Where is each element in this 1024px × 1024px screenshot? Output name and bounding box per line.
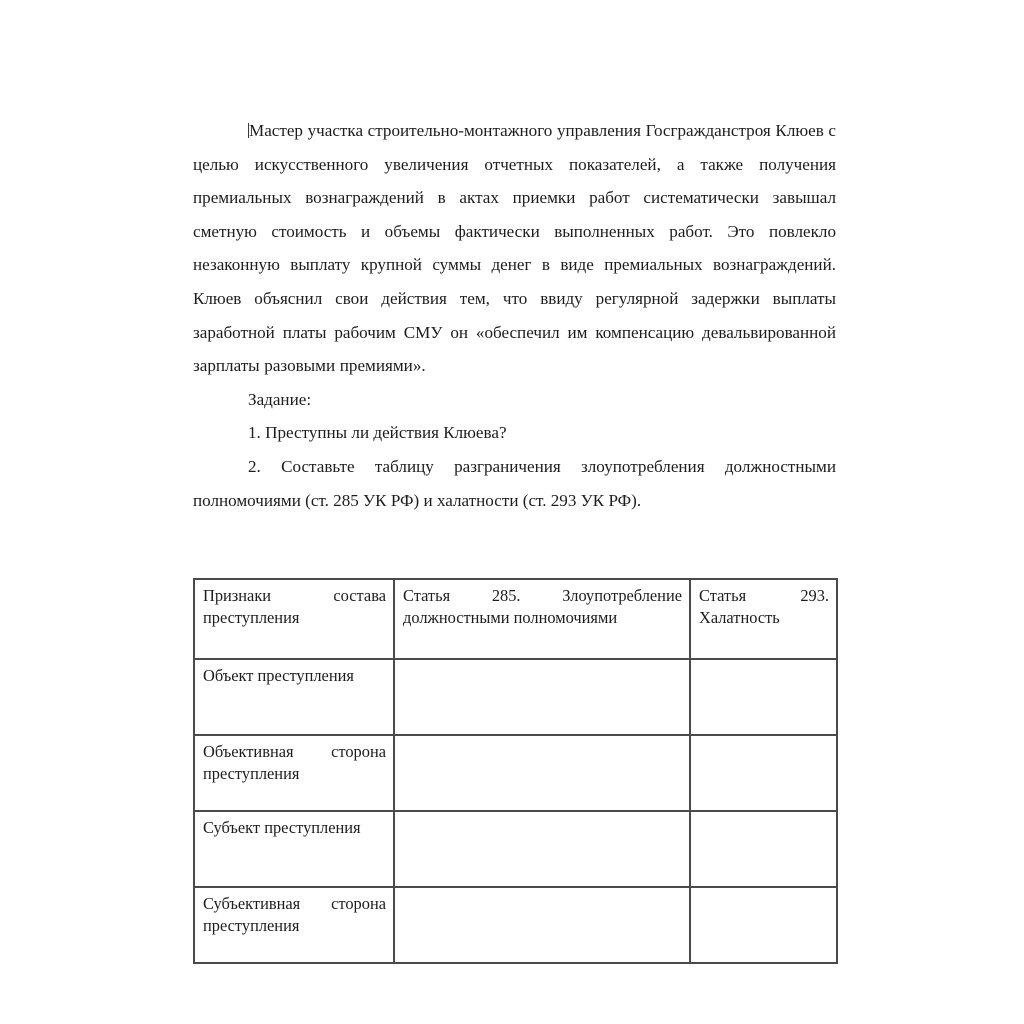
table-cell-article-293[interactable]	[690, 735, 837, 811]
table-row	[194, 811, 837, 887]
table-header-article-285: Статья 285. Злоупотребление должностными полномочиями	[394, 579, 690, 659]
assignment-question-1: 1. Преступны ли действия Клюева?	[248, 423, 507, 443]
table-row	[194, 887, 837, 963]
table-cell-article-293[interactable]	[690, 887, 837, 963]
case-description-paragraph	[193, 114, 836, 383]
table-cell-criterion: Объект преступления	[194, 659, 394, 735]
table-row	[194, 735, 837, 811]
table-header-article-293: Статья 293. Халатность	[690, 579, 837, 659]
table-header-row	[194, 579, 837, 659]
table-row	[194, 659, 837, 735]
table-cell-criterion: Субъективная сторона преступления	[194, 887, 394, 963]
table-cell-article-285[interactable]	[394, 811, 690, 887]
case-description-text: Мастер участка строительно-монтажного управления Госгражданстроя Клюев с целью искусственного увеличения отчетных показателей, а также получения премиальных вознаграждений в актах приемки работ систематически завышал сметную стоимость и объемы фактически выполненных работ. Это повлекло незаконную выплату крупной суммы денег в виде премиальных вознаграждений. Клюев объяснил свои действия тем, что ввиду регулярной задержки выплаты заработной платы рабочим СМУ он «обеспечил им компенсацию девальвированной зарплаты разовыми премиями».	[193, 121, 836, 376]
table-cell-criterion: Объективная сторона преступления	[194, 735, 394, 811]
comparison-table-wrapper	[193, 578, 836, 964]
document-body	[193, 114, 836, 517]
table-cell-article-285[interactable]	[394, 887, 690, 963]
assignment-heading: Задание:	[248, 389, 312, 409]
table-cell-criterion: Субъект преступления	[194, 811, 394, 887]
table-header-criterion: Признаки состава преступления	[194, 579, 394, 659]
table-cell-article-293[interactable]	[690, 659, 837, 735]
assignment-question-2: 2. Составьте таблицу разграничения злоупотребления должностными полномочиями (ст. 285 УК РФ) и халатности (ст. 293 УК РФ).	[193, 456, 836, 510]
table-cell-article-285[interactable]	[394, 659, 690, 735]
table-cell-article-285[interactable]	[394, 735, 690, 811]
comparison-table	[193, 578, 838, 964]
table-cell-article-293[interactable]	[690, 811, 837, 887]
